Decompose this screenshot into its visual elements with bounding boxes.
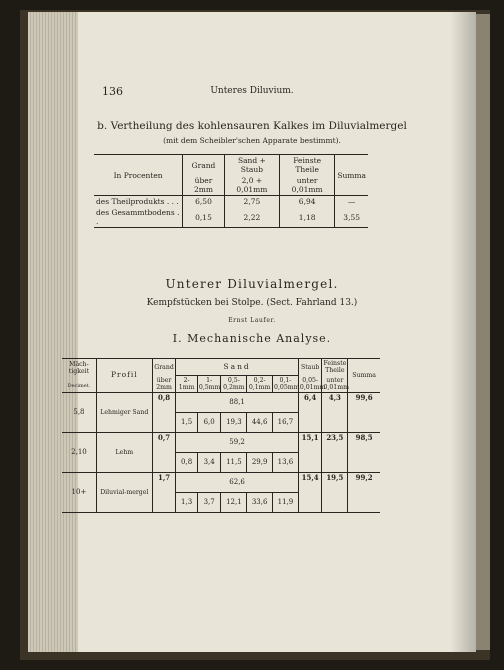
t1-header-feinste-sub: unter 0,01mm [280, 175, 335, 196]
t2-cell-feinste: 4,3 [322, 393, 348, 433]
t2-header-profil: Profil [96, 359, 152, 393]
table-row [62, 473, 380, 493]
t1-row-label: des Theilprodukts . . . [96, 197, 179, 206]
t1-cell-sand: 2,75 [224, 196, 279, 208]
t2-cell-profil: Lehmiger Sand [96, 393, 152, 433]
t2-cell-grand: 1,7 [152, 473, 176, 513]
sample-location: Kempfstücken bei Stolpe. (Sect. Fahrland 13.) [146, 298, 358, 308]
t2-header-feinste: Feinste Theile [323, 360, 347, 375]
t1-header-summa: Summa [335, 155, 368, 196]
t1-row-label: des Gesammtbodens . . [94, 207, 183, 228]
t2-cell-sand: 44,6 [247, 413, 273, 433]
table-row [94, 207, 368, 228]
t2-cell-sand: 16,7 [273, 413, 299, 433]
t2-header-sand-col: 0,2-0,1mm [247, 375, 273, 392]
t2-header-maechtigkeit [62, 359, 96, 393]
t1-cell-feinste: 6,94 [280, 196, 335, 208]
t1-header-grand: Grand [183, 155, 225, 176]
t2-cell-maechtigkeit: 2,10 [62, 433, 96, 473]
t2-cell-sand: 19,3 [221, 413, 247, 433]
t2-cell-sand: 29,9 [247, 453, 273, 473]
t2-cell-sand: 12,1 [221, 493, 247, 513]
t2-cell-staub: 6,4 [298, 393, 322, 433]
t1-header-label: In Procenten [94, 155, 183, 196]
t2-cell-grand: 0,7 [152, 433, 176, 473]
t2-header-unit: Decimet. [67, 383, 91, 390]
t1-header-sand: Sand + Staub [224, 155, 279, 176]
t1-cell-grand: 6,50 [183, 196, 225, 208]
t2-cell-profil: Lehm [96, 433, 152, 473]
section-b-title: b. Vertheilung des kohlensauren Kalkes im Diluvialmergel [97, 120, 407, 132]
t1-cell-summa: 3,55 [335, 207, 368, 228]
t2-cell-sand-total: 88,1 [176, 393, 298, 413]
page-number: 136 [102, 85, 123, 98]
t2-cell-profil: Diluvial-mergel [96, 473, 152, 513]
t1-cell-summa: — [335, 196, 368, 208]
t2-cell-sand: 3,7 [197, 493, 221, 513]
t1-header-feinste: Feinste Theile [280, 155, 335, 176]
t2-header-sand-col: 0,1-0,05mm [274, 376, 300, 391]
t2-cell-maechtigkeit: 10+ [62, 473, 96, 513]
t2-cell-grand: 0,8 [152, 393, 176, 433]
t2-cell-sand: 33,6 [247, 493, 273, 513]
t2-cell-sand: 6,0 [197, 413, 221, 433]
t2-header-sand-col: 0,5-0,2mm [221, 375, 247, 392]
section-title: Unterer Diluvialmergel. [165, 277, 339, 291]
t2-cell-sand: 1,3 [176, 493, 197, 513]
t2-cell-feinste: 23,5 [322, 433, 348, 473]
running-head: Unteres Diluvium. [210, 86, 294, 96]
t2-cell-sand: 1,5 [176, 413, 197, 433]
t2-cell-staub: 15,4 [298, 473, 322, 513]
t2-header-maechtigkeit-label: Mäch-tigkeit [68, 360, 90, 376]
analysis-heading: I. Mechanische Analyse. [172, 332, 332, 345]
t2-cell-sand: 13,6 [273, 453, 299, 473]
t2-header-staub: Staub [298, 359, 322, 376]
t2-cell-summa: 98,5 [348, 433, 380, 473]
t2-cell-feinste: 19,5 [322, 473, 348, 513]
t2-cell-sand: 3,4 [197, 453, 221, 473]
t1-header-sand-sub: 2,0 + 0,01mm [224, 175, 279, 196]
t2-header-summa: Summa [348, 359, 380, 393]
t2-cell-staub: 15,1 [298, 433, 322, 473]
t2-cell-maechtigkeit: 5,8 [62, 393, 96, 433]
t2-cell-summa: 99,6 [348, 393, 380, 433]
mechanical-analysis-table [62, 358, 380, 513]
t1-cell-sand: 2,22 [224, 207, 279, 228]
t2-header-sand: Sand [176, 359, 298, 376]
t2-header-grand-sub: über 2mm [152, 375, 176, 392]
t2-cell-summa: 99,2 [348, 473, 380, 513]
t1-cell-grand: 0,15 [183, 207, 225, 228]
author-name: Ernst Laufer. [228, 317, 276, 324]
t2-header-sand-col: 2-1mm [176, 375, 197, 392]
t2-cell-sand-total: 62,6 [176, 473, 298, 493]
t2-header-feinste-sub: unter 0,01mm [323, 376, 349, 391]
t1-header-grand-sub: über 2mm [183, 175, 225, 196]
t2-cell-sand: 11,5 [221, 453, 247, 473]
t2-cell-sand-total: 59,2 [176, 433, 298, 453]
t2-cell-sand: 11,9 [273, 493, 299, 513]
t2-header-grand: Grand [152, 359, 176, 376]
table-row [94, 196, 368, 208]
section-b-subtitle: (mit dem Scheibler'schen Apparate bestimmt). [163, 136, 341, 145]
calcium-carbonate-table [94, 154, 368, 228]
t2-header-sand-col: 1-0,5mm [198, 376, 221, 391]
t1-cell-feinste: 1,18 [280, 207, 335, 228]
t2-header-staub-sub: 0,05-0,01mm [299, 376, 326, 391]
table-row [62, 393, 380, 413]
t2-cell-sand: 0,8 [176, 453, 197, 473]
table-row [62, 433, 380, 453]
